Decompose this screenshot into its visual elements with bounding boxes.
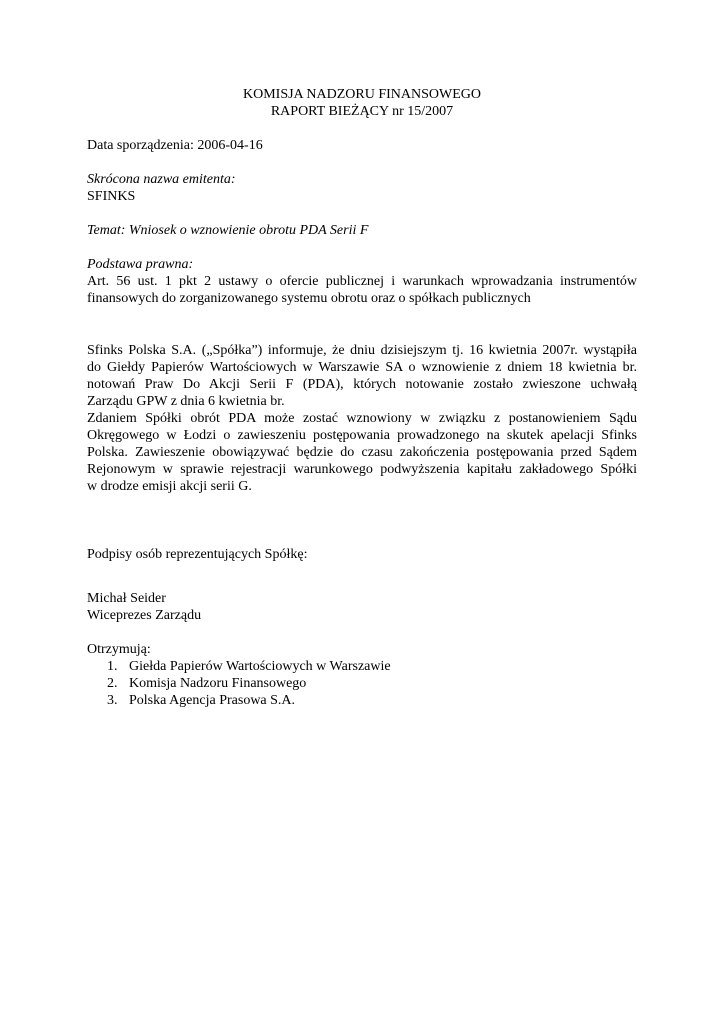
recipient-number: 3. <box>107 693 118 708</box>
date-line: Data sporządzenia: 2006-04-16 <box>87 138 263 153</box>
recipient-item <box>107 675 306 692</box>
recipient-text: Giełda Papierów Wartościowych w Warszawie <box>129 659 391 674</box>
recipient-number: 2. <box>107 676 118 691</box>
legal-basis-line: Art. 56 ust. 1 pkt 2 ustawy o ofercie publicznej i warunkach wprowadzania instrumentów <box>87 274 637 289</box>
issuer-value: SFINKS <box>87 189 136 204</box>
body-line: Okręgowego w Łodzi o zawieszeniu postępowania prowadzonego na skutek apelacji Sfinks <box>87 428 637 443</box>
body-line: w drodze emisji akcji serii G. <box>87 479 252 494</box>
body-line: Rejonowym w sprawie rejestracji warunkowego podwyższenia kapitału zakładowego Spółki <box>87 462 637 477</box>
legal-basis-line: finansowych do zorganizowanego systemu obrotu oraz o spółkach publicznych <box>87 291 531 306</box>
body-line: do Giełdy Papierów Wartościowych w Warszawie SA o wznowienie z dniem 18 kwietnia br. <box>87 360 637 375</box>
body-line: Sfinks Polska S.A. („Spółka”) informuje, że dniu dzisiejszym tj. 16 kwietnia 2007r. wystąpiła <box>87 343 637 358</box>
recipient-text: Komisja Nadzoru Finansowego <box>129 676 307 691</box>
recipient-item <box>107 658 391 675</box>
recipient-item <box>107 692 295 709</box>
body-line: Zdaniem Spółki obrót PDA może zostać wznowiony w związku z postanowieniem Sądu <box>87 411 637 426</box>
issuer-label: Skrócona nazwa emitenta: <box>87 172 236 187</box>
signatory-name: Michał Seider <box>87 591 166 606</box>
body-line: Zarządu GPW z dnia 6 kwietnia br. <box>87 394 285 409</box>
recipient-text: Polska Agencja Prasowa S.A. <box>129 693 296 708</box>
recipient-number: 1. <box>107 659 118 674</box>
subject-line: Temat: Wniosek o wznowienie obrotu PDA Serii F <box>87 223 369 238</box>
organization-heading: KOMISJA NADZORU FINANSOWEGO <box>242 87 481 102</box>
body-line: Polska. Zawieszenie obowiązywać będzie do czasu zakończenia postępowania przed Sądem <box>87 445 637 460</box>
signatures-label: Podpisy osób reprezentujących Spółkę: <box>87 547 308 562</box>
report-number-heading: RAPORT BIEŻĄCY nr 15/2007 <box>270 104 454 119</box>
signatory-title: Wiceprezes Zarządu <box>87 608 202 623</box>
body-line: notowań Praw Do Akcji Serii F (PDA), których notowanie zostało zwieszone uchwałą <box>87 377 637 392</box>
legal-basis-label: Podstawa prawna: <box>87 257 194 272</box>
recipients-label: Otrzymują: <box>87 642 151 657</box>
